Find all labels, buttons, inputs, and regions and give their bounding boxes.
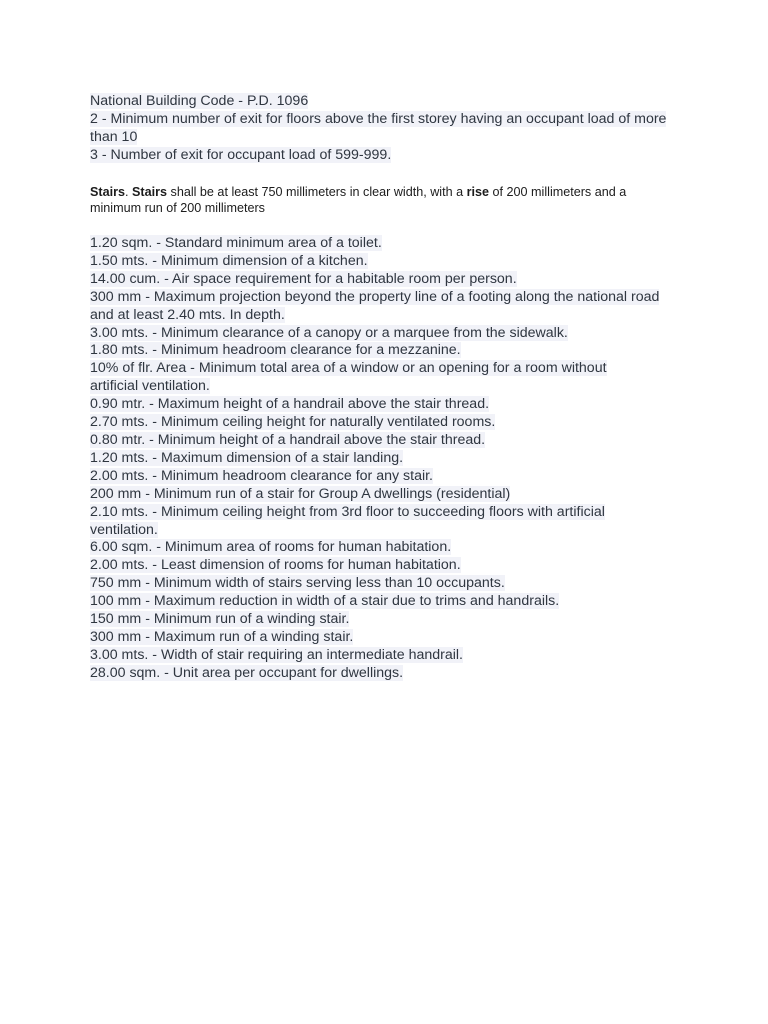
list-item: 6.00 sqm. - Minimum area of rooms for human habitation. <box>90 539 452 556</box>
list-item: 0.80 mtr. - Minimum height of a handrail above the stair thread. <box>90 432 486 448</box>
list-item: 1.50 mts. - Minimum dimension of a kitchen. <box>90 252 368 269</box>
list-item: 1.80 mts. - Minimum headroom clearance for a mezzanine. <box>90 342 461 359</box>
list-item: 150 mm - Minimum run of a winding stair. <box>90 611 350 628</box>
list-item: 300 mm - Maximum projection beyond the property line of a footing along the national road and at least 2.40 mts. In depth. <box>90 288 660 323</box>
list-item: 3.00 mts. - Width of stair requiring an intermediate handrail. <box>90 646 463 663</box>
requirements-list <box>90 235 690 683</box>
exit-occupant-line: 3 - Number of exit for occupant load of 599-999. <box>90 146 392 163</box>
list-item: 1.20 mts. - Maximum dimension of a stair landing. <box>90 449 404 466</box>
stairs-text-3: of 200 millimeters and a minimum run of 200 millimeters <box>90 184 627 215</box>
intro-section <box>90 93 690 165</box>
stairs-text-2: shall be at least 750 millimeters in clear width, with a <box>167 184 467 199</box>
stairs-text-1: . <box>125 184 133 199</box>
list-item: 3.00 mts. - Minimum clearance of a canopy or a marquee from the sidewalk. <box>90 324 568 341</box>
list-item: 1.20 sqm. - Standard minimum area of a toilet. <box>90 235 382 252</box>
list-item: 300 mm - Maximum run of a winding stair. <box>90 628 354 645</box>
list-item: 200 mm - Minimum run of a stair for Group A dwellings (residential) <box>90 485 511 502</box>
list-item: 2.00 mts. - Minimum headroom clearance for any stair. <box>90 467 434 484</box>
stairs-bold-2: Stairs <box>132 184 168 199</box>
list-item: 28.00 sqm. - Unit area per occupant for dwellings. <box>90 664 404 681</box>
list-item: 2.70 mts. - Minimum ceiling height for naturally ventilated rooms. <box>90 414 496 431</box>
list-item: 0.90 mtr. - Maximum height of a handrail above the stair thread. <box>90 396 490 413</box>
document-title: National Building Code - P.D. 1096 <box>90 93 309 109</box>
list-item: 2.10 mts. - Minimum ceiling height from 3rd floor to succeeding floors with artificial ventilation. <box>90 503 605 538</box>
stairs-bold-rise: rise <box>466 184 490 199</box>
document-page <box>90 93 690 683</box>
list-item: 750 mm - Minimum width of stairs serving less than 10 occupants. <box>90 575 505 592</box>
list-item: 14.00 cum. - Air space requirement for a habitable room per person. <box>90 270 517 287</box>
list-item: 2.00 mts. - Least dimension of rooms for human habitation. <box>90 557 461 574</box>
exit-floors-line: 2 - Minimum number of exit for floors above the first storey having an occupant load of more than 10 <box>90 110 667 145</box>
stairs-paragraph <box>90 184 680 216</box>
list-item: 10% of flr. Area - Minimum total area of a window or an opening for a room without artificial ventilation. <box>90 360 607 395</box>
list-item: 100 mm - Maximum reduction in width of a stair due to trims and handrails. <box>90 593 560 610</box>
stairs-bold-1: Stairs <box>90 184 126 199</box>
